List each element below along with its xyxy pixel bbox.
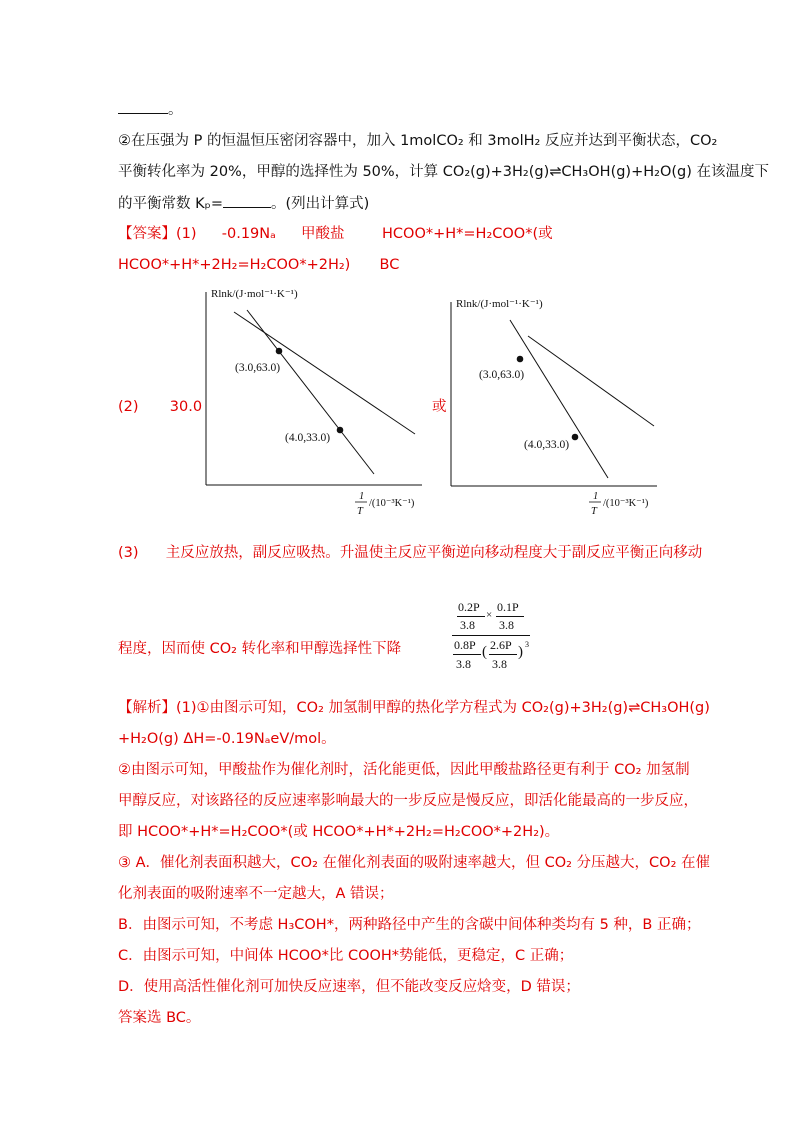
graph-left-point-2-label: (4.0,33.0) <box>285 432 331 444</box>
answer-slow-step-alt: HCOO*+H*+2H₂=H₂COO*+2H₂) <box>118 257 351 273</box>
kp-expression <box>448 600 538 680</box>
answer-slow-step: HCOO*+H*=H₂COO*(或 <box>382 226 553 242</box>
graph-right-xlabel-den: T <box>591 506 597 517</box>
graph-left <box>200 280 425 520</box>
kp-times: × <box>486 609 493 621</box>
analysis-line-10: D．使用高活性催化剂可加快反应速率，但不能改变反应焓变，D 错误； <box>118 979 580 995</box>
analysis-tag: 【解析】 <box>118 700 176 716</box>
graph-right <box>448 290 668 522</box>
analysis-line-6: ③ A．催化剂表面积越大，CO₂ 在催化剂表面的吸附速率越大，但 CO₂ 分压越大，CO₂ 在催 <box>118 855 711 871</box>
answer-part3-line1 <box>118 543 702 563</box>
graph-left-ylabel: Rlnk/(J·mol⁻¹·K⁻¹) <box>211 288 298 300</box>
answer-part1-number: (1) <box>176 226 197 242</box>
graph-left-xlabel-den: T <box>357 506 363 517</box>
kp-tail: 。(列出计算式) <box>270 196 370 212</box>
answer-or: 或 <box>432 399 447 415</box>
kp-d4: 3.8 <box>492 657 507 671</box>
graph-left-point-1 <box>276 348 283 355</box>
kp-close-paren: ) <box>518 644 523 660</box>
kp-blank <box>223 193 271 208</box>
answer-part3-line2: 程度，因而使 CO₂ 转化率和甲醇选择性下降 <box>118 641 402 657</box>
graph-right-xlabel-unit: /(10⁻³K⁻¹) <box>603 498 649 509</box>
graph-left-point-1-label: (3.0,63.0) <box>235 362 281 374</box>
analysis-line-5: 即 HCOO*+H*=H₂COO*(或 HCOO*+H*+2H₂=H₂COO*+2H₂)。 <box>118 824 560 840</box>
analysis-line-7: 化剂表面的吸附速率不一定越大，A 错误； <box>118 886 394 902</box>
kp-n4: 2.6P <box>490 638 512 652</box>
graph-right-point-1 <box>517 356 524 363</box>
kp-n3: 0.8P <box>454 638 476 652</box>
answer-line-2 <box>118 255 399 275</box>
graph-left-xlabel-num: 1 <box>359 491 365 502</box>
graph-right-ylabel: Rlnk/(J·mol⁻¹·K⁻¹) <box>456 298 543 310</box>
kp-d3: 3.8 <box>456 657 471 671</box>
answer-part2-number: (2) <box>118 399 139 415</box>
answer-blank <box>118 99 168 114</box>
graph-left-point-2 <box>337 427 344 434</box>
blank-tail: 。 <box>168 102 183 118</box>
kp-d1: 3.8 <box>460 618 475 632</box>
kp-n1: 0.2P <box>458 600 480 614</box>
analysis-line-11: 答案选 BC。 <box>118 1010 201 1026</box>
analysis-line-2: +H₂O(g) ΔH=-0.19NₐeV/mol。 <box>118 731 336 747</box>
answer-line-1 <box>118 224 345 244</box>
kp-n2: 0.1P <box>497 600 519 614</box>
question-line-3 <box>118 193 369 214</box>
graph-right-point-2-label: (4.0,33.0) <box>524 439 570 451</box>
graph-right-point-1-label: (3.0,63.0) <box>479 369 525 381</box>
analysis-line-8: B．由图示可知，不考虑 H₃COH*，两种路径中产生的含碳中间体种类均有 5 种，B 正确； <box>118 917 701 933</box>
answer-part2-value: 30.0 <box>169 399 203 415</box>
analysis-text-1: (1)①由图示可知，CO₂ 加氢制甲醇的热化学方程式为 CO₂(g)+3H₂(g)⇌CH₃OH(g) <box>176 700 710 716</box>
kp-open-paren: ( <box>482 644 487 660</box>
question-blank-line <box>118 99 183 120</box>
kp-label: 的平衡常数 Kₚ= <box>118 196 223 212</box>
kp-d2: 3.8 <box>499 618 514 632</box>
question-line-2: 平衡转化率为 20%，甲醇的选择性为 50%，计算 CO₂(g)+3H₂(g)⇌CH₃OH(g)+H₂O(g) 在该温度下 <box>118 164 769 180</box>
answer-enthalpy: -0.19Nₐ <box>221 226 276 242</box>
analysis-line-3: ②由图示可知，甲酸盐作为催化剂时，活化能更低，因此甲酸盐路径更有利于 CO₂ 加氢制 <box>118 762 690 778</box>
answer-part3-text1: 主反应放热，副反应吸热。升温使主反应平衡逆向移动程度大于副反应平衡正向移动 <box>165 545 703 561</box>
analysis-line-1 <box>118 698 710 718</box>
graph-left-xlabel-unit: /(10⁻³K⁻¹) <box>369 498 415 509</box>
analysis-line-4: 甲醇反应，对该路径的反应速率影响最大的一步反应是慢反应，即活化能最高的一步反应， <box>118 793 698 809</box>
answer-part3-number: (3) <box>118 545 139 561</box>
question-line-1: ②在压强为 P 的恒温恒压密闭容器中，加入 1molCO₂ 和 3molH₂ 反应并达到平衡状态，CO₂ <box>118 133 718 149</box>
answer-salt: 甲酸盐 <box>301 226 345 242</box>
graph-right-xlabel-num: 1 <box>593 491 599 502</box>
kp-exponent: 3 <box>525 640 529 649</box>
graph-right-point-2 <box>572 434 579 441</box>
answer-part2 <box>118 397 202 417</box>
answer-choice: BC <box>379 257 400 273</box>
answer-tag: 【答案】 <box>118 226 176 242</box>
analysis-line-9: C．由图示可知，中间体 HCOO*比 COOH*势能低，更稳定，C 正确； <box>118 948 574 964</box>
